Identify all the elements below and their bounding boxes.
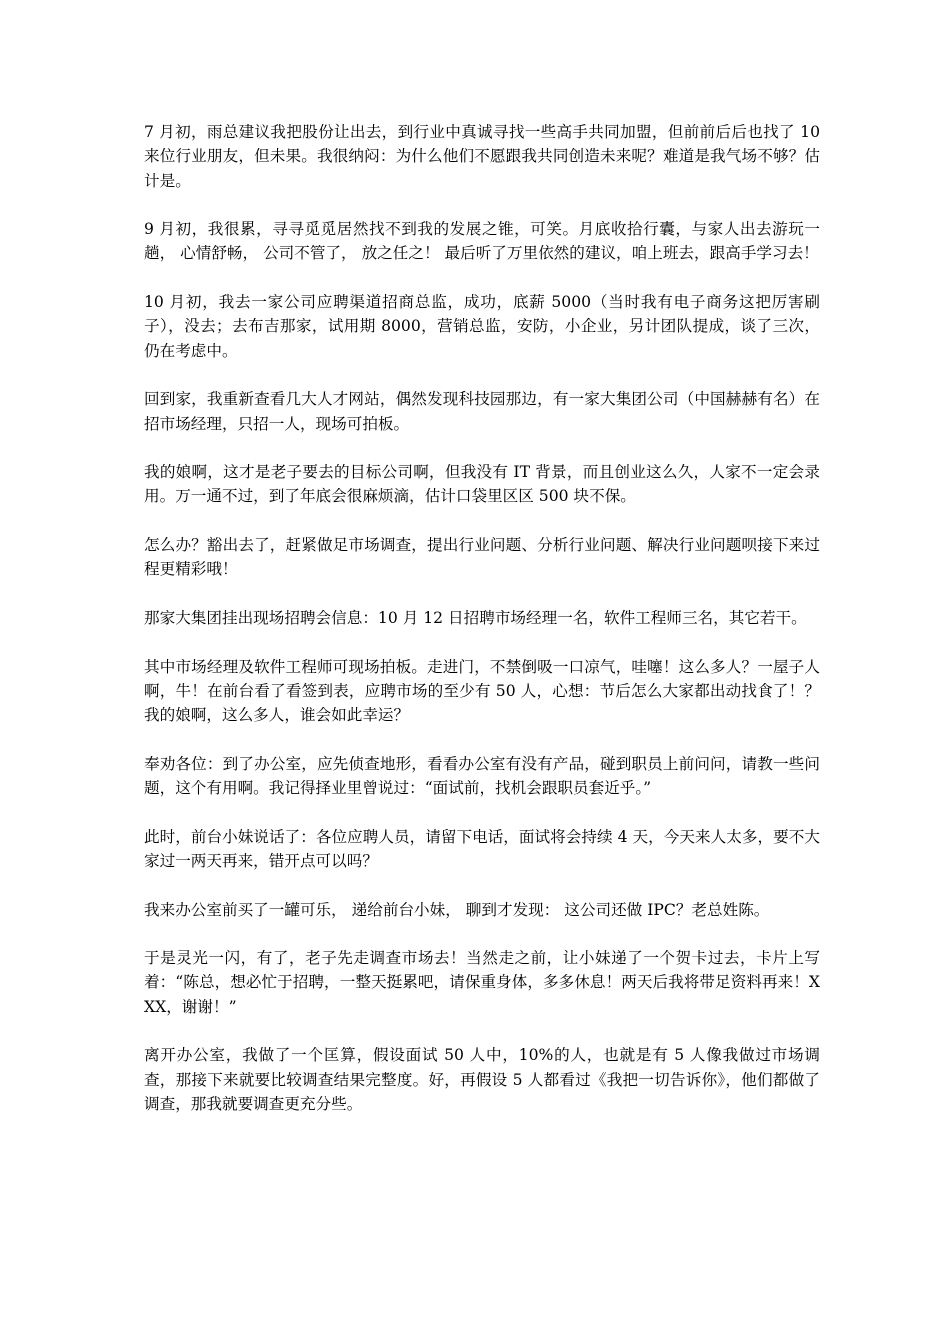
paragraph-8: 其中市场经理及软件工程师可现场拍板。走进门，不禁倒吸一口凉气，哇噻！这么多人？一屋子人啊，牛！在前台看了看签到表，应聘市场的至少有 50 人，心想：节后怎么大家都出动找食了！？我的娘啊，这么多人，谁会如此幸运？ [144, 657, 820, 725]
paragraph-10: 此时，前台小妹说话了：各位应聘人员，请留下电话，面试将会持续 4 天，今天来人太多，要不大家过一两天再来，错开点可以吗？ [144, 827, 820, 870]
paragraph-12: 于是灵光一闪，有了，老子先走调查市场去！当然走之前，让小妹递了一个贺卡过去，卡片上写着：“陈总，想必忙于招聘，一整天挺累吧，请保重身体，多多休息！两天后我将带足资料再来！XXX，谢谢！” [144, 949, 820, 1016]
paragraph-6: 怎么办？豁出去了，赶紧做足市场调查，提出行业问题、分析行业问题、解决行业问题呗接下来过程更精彩哦！ [144, 536, 820, 579]
paragraph-2: 9 月初，我很累，寻寻觅觅居然找不到我的发展之锥，可笑。月底收拾行囊，与家人出去游玩一趟， 心情舒畅， 公司不管了， 放之任之！ 最后听了万里依然的建议，咱上班去，跟高手学习去！ [144, 220, 820, 263]
paragraph-1: 7 月初，雨总建议我把股份让出去，到行业中真诚寻找一些高手共同加盟，但前前后后也找了 10 来位行业朋友，但未果。我很纳闷：为什么他们不愿跟我共同创造未来呢？难道是我气场不够？估计是。 [144, 123, 820, 190]
paragraph-4: 回到家，我重新查看几大人才网站，偶然发现科技园那边，有一家大集团公司（中国赫赫有名）在招市场经理，只招一人，现场可拍板。 [144, 390, 820, 433]
paragraph-3: 10 月初，我去一家公司应聘渠道招商总监，成功，底薪 5000（当时我有电子商务这把厉害刷子），没去；去布吉那家，试用期 8000，营销总监，安防，小企业，另计团队提成，谈了三次，仍在考虑中。 [144, 293, 820, 360]
paragraph-13: 离开办公室，我做了一个匡算，假设面试 50 人中，10%的人，也就是有 5 人像我做过市场调查，那接下来就要比较调查结果完整度。好，再假设 5 人都看过《我把一切告诉你》，他们都做了调查，那我就要调查更充分些。 [144, 1046, 820, 1113]
paragraph-7: 那家大集团挂出现场招聘会信息：10 月 12 日招聘市场经理一名，软件工程师三名，其它若干。 [144, 608, 807, 627]
paragraph-11: 我来办公室前买了一罐可乐， 递给前台小妹， 聊到才发现： 这公司还做 IPC？老总姓陈。 [144, 900, 770, 919]
document-page [144, 120, 820, 1140]
paragraph-9: 奉劝各位：到了办公室，应先侦查地形，看看办公室有没有产品，碰到职员上前问问，请教一些问题，这个有用啊。我记得择业里曾说过：“面试前，找机会跟职员套近乎。” [144, 754, 820, 798]
paragraph-5: 我的娘啊，这才是老子要去的目标公司啊，但我没有 IT 背景，而且创业这么久，人家不一定会录用。万一通不过，到了年底会很麻烦滴，估计口袋里区区 500 块不保。 [144, 463, 820, 506]
